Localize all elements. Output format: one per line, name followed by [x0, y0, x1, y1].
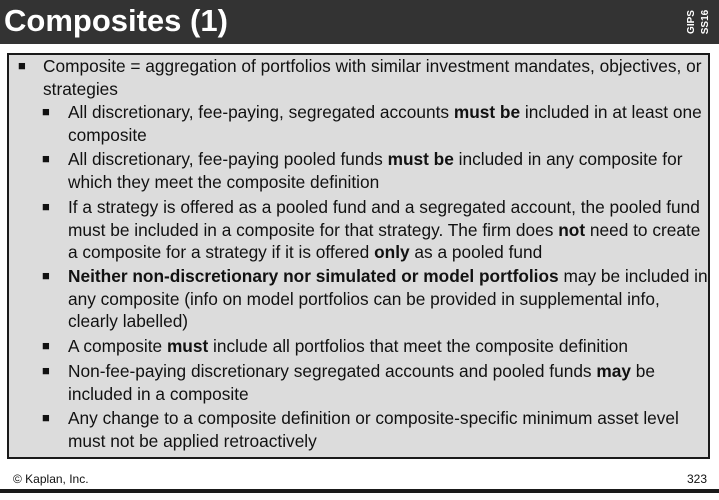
text-run: All discretionary, fee-paying pooled funds: [68, 149, 388, 169]
title-bar: [0, 0, 719, 44]
bullet-text: [68, 148, 708, 193]
bullet-marker: ■: [42, 363, 50, 378]
text-run: Non-fee-paying discretionary segregated accounts and pooled funds: [68, 361, 597, 381]
text-run: All discretionary, fee-paying, segregated accounts: [68, 102, 454, 122]
bold-run: not: [558, 219, 586, 240]
gips-tag-text: GIPS: [686, 10, 697, 34]
text-run: If a strategy is offered as a pooled fund and a segregated account, the pooled fund must be included in a composite for that strategy. The firm does: [68, 197, 700, 240]
slide-title: Composites (1): [4, 3, 228, 38]
bullet-text: [68, 360, 708, 405]
text-run: Any change to a composite definition or composite-specific minimum asset level must not be applied retroactively: [68, 408, 679, 451]
content-panel: [7, 53, 710, 459]
bullet-marker: ■: [42, 268, 50, 283]
text-run: A composite: [68, 336, 167, 356]
bottom-rule: [0, 489, 719, 493]
bullet-marker: ■: [18, 58, 26, 73]
text-run: may be included in any composite (info on model portfolios can be provided in supplemental info, clearly labelled): [68, 266, 708, 331]
bullet-marker: ■: [42, 104, 50, 119]
bold-run: must be: [453, 102, 521, 122]
gips-tag: [686, 3, 698, 41]
bold-run: must: [166, 336, 209, 356]
bold-run: only: [374, 242, 410, 262]
bold-run: may: [596, 361, 631, 381]
text-run: included in any composite for which they meet the composite definition: [68, 149, 683, 192]
ss16-tag-text: SS16: [700, 9, 711, 35]
bold-run: must be: [387, 149, 454, 169]
text-run: as a pooled fund: [409, 242, 543, 262]
bullet-text: [68, 265, 708, 333]
bullet-text: [68, 407, 708, 452]
text-run: Composite = aggregation of portfolios with similar investment mandates, objectives, or strategies: [43, 56, 702, 99]
copyright-text: © Kaplan, Inc.: [13, 472, 89, 486]
bullet-text: [68, 196, 708, 264]
bullet-marker: ■: [42, 151, 50, 166]
bullet-text: [68, 335, 708, 358]
bullet-marker: ■: [42, 199, 50, 214]
bullet-marker: ■: [42, 410, 50, 425]
text-run: include all portfolios that meet the composite definition: [208, 336, 629, 356]
text-run: need to create a composite for a strategy if it is offered: [68, 219, 701, 262]
ss16-tag: [700, 3, 712, 41]
bullet-marker: ■: [42, 338, 50, 353]
text-run: included in at least one composite: [68, 102, 702, 145]
text-run: be included in a composite: [68, 361, 656, 404]
bullet-text: [68, 101, 708, 146]
bold-run: Neither non-discretionary nor simulated or model portfolios: [68, 266, 559, 286]
page-number: 323: [686, 472, 707, 486]
bullet-text: [43, 55, 708, 100]
